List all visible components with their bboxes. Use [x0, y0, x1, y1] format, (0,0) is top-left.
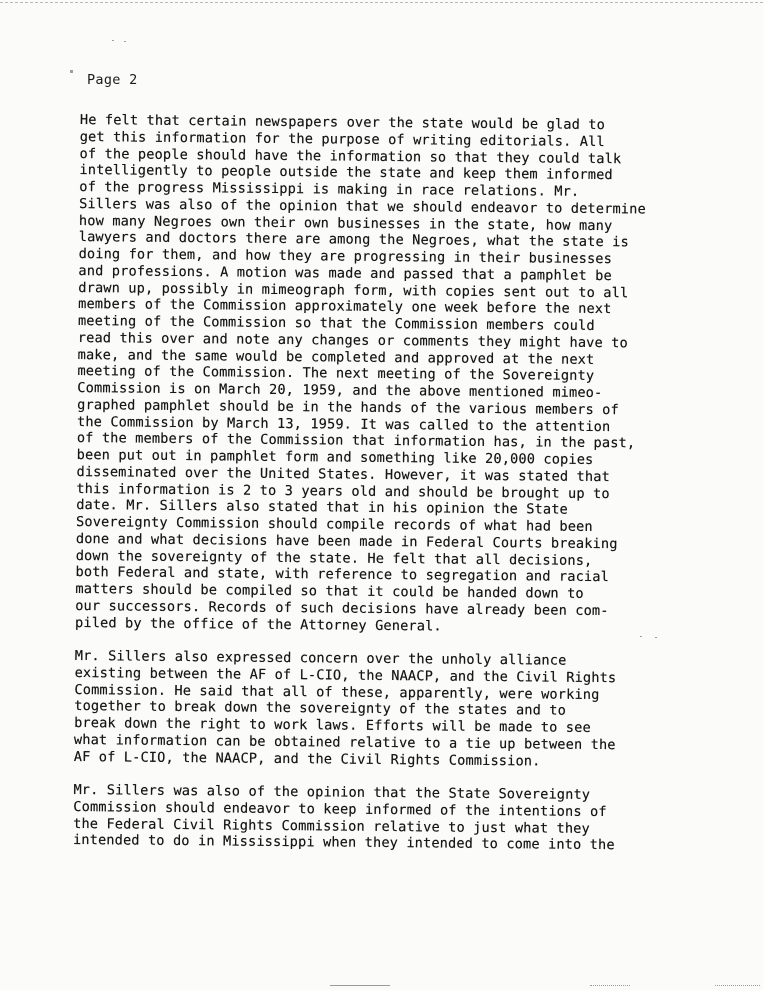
text-line: Mr. Sillers was also of the opinion that the State Sovereignty	[73, 781, 591, 803]
text-line: read this over and note any changes or comments they might have to	[77, 329, 628, 352]
text-line: Sillers was also of the opinion that we should endeavor to determine	[79, 195, 646, 218]
text-line: get this information for the purpose of writing editorials. All	[79, 128, 605, 150]
text-line: graphed pamphlet should be in the hands of the various members of	[77, 396, 619, 418]
paragraph	[75, 112, 690, 637]
text-line: piled by the office of the Attorney General.	[75, 614, 442, 634]
scan-speck	[640, 636, 642, 637]
scan-speck	[655, 637, 657, 638]
text-line: Commission should endeavor to keep informed of the intentions of	[73, 798, 607, 820]
text-line: how many Negroes own their own businesses in the state, how many	[78, 212, 613, 234]
text-line: the Federal Civil Rights Commission relative to just what they	[73, 815, 590, 837]
text-line: Sovereignty Commission should compile records of what had been	[75, 513, 593, 535]
text-line: together to break down the sovereignty of the states and to	[74, 698, 567, 719]
document-body	[73, 112, 690, 872]
text-line: down the sovereignty of the state. He felt that all decisions,	[75, 547, 593, 569]
text-line: intended to do in Mississippi when they intended to come into the	[72, 832, 615, 854]
text-line: date. Mr. Sillers also stated that in his opinion the State	[76, 497, 568, 518]
text-line: of the progress Mississippi is making in race relations. Mr.	[79, 178, 580, 200]
page-bottom-edge	[0, 982, 763, 990]
text-line: He felt that certain newspapers over the state would be glad to	[79, 112, 606, 134]
text-line: the Commission by March 13, 1959. It was called to the attention	[76, 413, 611, 435]
text-line: what information can be obtained relative to a tie up between the	[73, 731, 616, 753]
paragraph	[74, 648, 685, 771]
text-line: of the people should have the information so that they could talk	[79, 145, 622, 167]
text-line: break down the right to work laws. Efforts will be made to see	[74, 714, 591, 736]
text-line: lawyers and doctors there are among the Negroes, what the state is	[78, 229, 629, 251]
scan-mark	[330, 985, 390, 986]
scan-speck	[112, 40, 114, 41]
text-line: disseminated over the United States. However, it was stated that	[76, 463, 610, 485]
text-line: Commission. He said that all of these, apparently, were working	[74, 681, 600, 703]
text-line: of the members of the Commission that information has, in the past,	[76, 430, 636, 452]
page-top-edge	[0, 2, 763, 3]
text-line: intelligently to people outside the state and keep them informed	[79, 162, 613, 184]
text-line: Mr. Sillers also expressed concern over the unholy alliance	[74, 647, 567, 669]
text-line: drawn up, possibly in mimeograph form, with copies sent out to all	[78, 279, 629, 301]
paragraph	[73, 782, 684, 855]
text-line: doing for them, and how they are progressing in their businesses	[78, 245, 613, 268]
text-line: AF of L-CIO, the NAACP, and the Civil Rights Commission.	[73, 748, 541, 769]
text-line: meeting of the Commission. The next meeting of the Sovereignty	[77, 363, 595, 385]
page-number-label: Page 2	[87, 72, 138, 88]
text-line: been put out in pamphlet form and something like 20,000 copies	[76, 446, 594, 468]
text-line: and professions. A motion was made and passed that a pamphlet be	[78, 262, 612, 284]
text-line: existing between the AF of L-CIO, the NAACP, and the Civil Rights	[74, 664, 617, 686]
text-line: members of the Commission approximately one week before the next	[78, 296, 612, 318]
scan-speck	[70, 70, 73, 73]
text-line: this information is 2 to 3 years old and should be brought up to	[76, 480, 610, 502]
text-line: Commission is on March 20, 1959, and the above mentioned mimeo-	[77, 379, 603, 402]
text-line: done and what decisions have been made in Federal Courts breaking	[75, 530, 618, 552]
scan-mark	[715, 985, 760, 986]
text-line: meeting of the Commission so that the Commission members could	[77, 312, 595, 334]
scan-mark	[590, 985, 630, 986]
scan-speck	[124, 41, 126, 42]
text-line: both Federal and state, with reference to segregation and racial	[75, 564, 610, 586]
text-line: our successors. Records of such decisions have already been com-	[75, 597, 609, 619]
text-line: matters should be compiled so that it could be handed down to	[75, 580, 584, 602]
text-line: make, and the same would be completed and approved at the next	[77, 346, 595, 368]
